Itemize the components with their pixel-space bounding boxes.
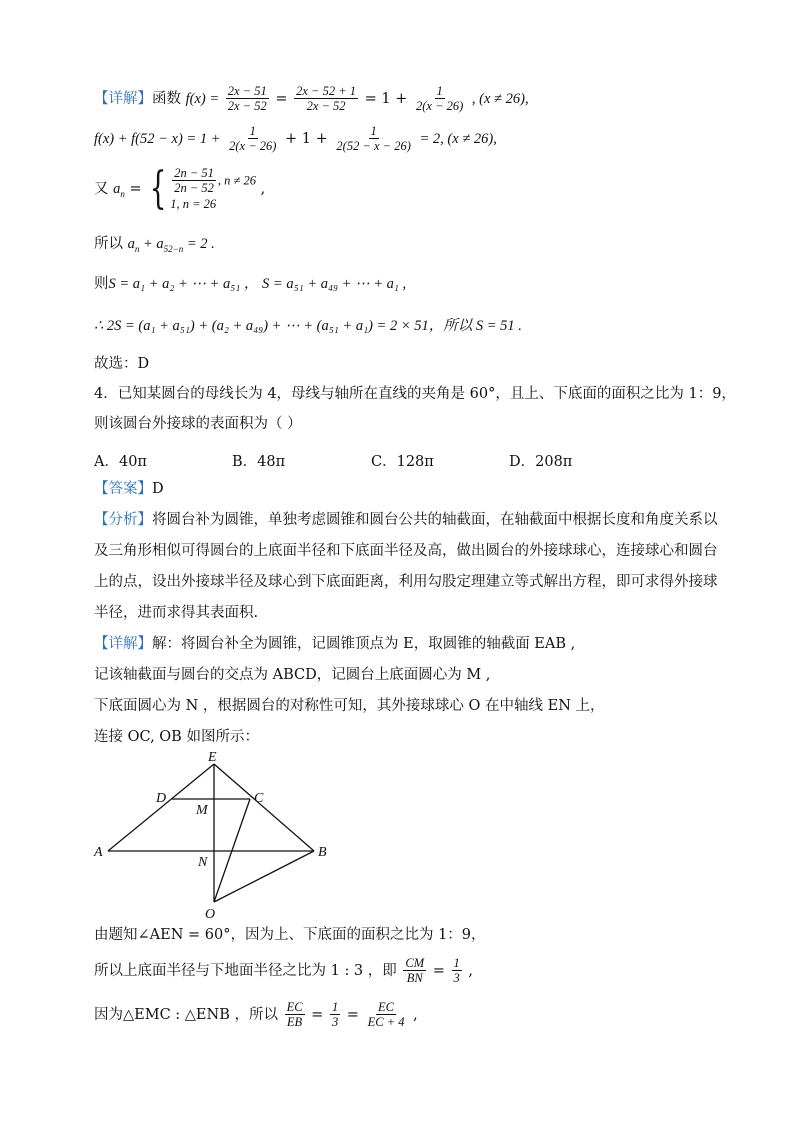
detail2-line-2: 记该轴截面与圆台的交点为 ABCD，记圆台上底面圆心为 M , <box>94 667 491 683</box>
formula-rhs: = 2, (x ≠ 26), <box>419 130 497 147</box>
fraction: $\frac{1}{2(x - 26)}$ <box>229 124 277 154</box>
after-line-1: 由题知∠AEN = 60°，因为上、下底面的面积之比为 1：9， <box>94 927 486 943</box>
s-definition-line: 则S = a₁ + a₂ + ⋯ + a₅₁ ， S = a₅₁ + a₄₉ + ⋯ + a₁ , <box>94 276 407 292</box>
analysis-line-2: 及三角形相似可得圆台的上底面半径和下底面半径及高，做出圆台的外接球球心，连接球心和圆台 <box>94 543 718 559</box>
equals: = <box>129 181 142 197</box>
fraction: $\frac{2x - 52 + 1}{2x - 52}$ <box>296 84 357 114</box>
equals: = <box>275 90 288 107</box>
detail2-line-3: 下底面圆心为 N ，根据圆台的对称性可知，其外接球球心 O 在中轴线 EN 上， <box>94 698 605 714</box>
analysis-line-4: 半径，进而求得其表面积. <box>94 605 259 621</box>
condition: , (x ≠ 26), <box>471 90 529 107</box>
text-you: 又 <box>94 181 109 197</box>
detail-tag-2: 【详解】 <box>94 636 152 652</box>
text-function: 函数 <box>152 90 181 107</box>
segment-EB <box>214 764 314 851</box>
option-a: A．40π <box>94 454 147 470</box>
equals-one-plus: = 1 + <box>364 90 408 107</box>
fraction: $\frac{1}{2(52 - x - 26)}$ <box>336 124 411 154</box>
detail-formula-line-1 <box>94 84 529 114</box>
option-d: D．208π <box>509 454 573 470</box>
analysis-line-3: 上的点，设出外接球半径及球心到下底面距离，利用勾股定理建立等式解出方程，即可求得外接球 <box>94 574 718 590</box>
label-D: D <box>156 791 167 806</box>
piecewise: { $\frac{2n - 51}{2n - 52}$ , n ≠ 26 1, n = 26 <box>149 163 257 214</box>
formula-fx: f(x) = <box>185 90 220 107</box>
after-line-3: 因为△EMC : △ENB ，所以 $\frac{EC}{EB}$ = $\frac{1}{3}$ = $\frac{EC}{EC + 4}$ , <box>94 1000 418 1030</box>
answer-line <box>94 481 164 498</box>
detail2-line-1: 【详解】解：将圆台补全为圆锥，记圆锥顶点为 E，取圆锥的轴截面 EAB , <box>94 636 576 652</box>
option-b: B．48π <box>232 454 286 470</box>
formula-lhs: f(x) + f(52 − x) = 1 + <box>94 130 221 147</box>
a-n: a <box>113 181 121 197</box>
choose-line: 故选：D <box>94 356 150 372</box>
label-N: N <box>198 855 208 870</box>
analysis-tag: 【分析】 <box>94 512 152 528</box>
detail-formula-line-2 <box>94 124 497 154</box>
analysis-line-1: 【分析】将圆台补为圆锥，单独考虑圆锥和圆台公共的轴截面，在轴截面中根据长度和角度关系以 <box>94 512 718 528</box>
label-B: B <box>318 845 327 860</box>
fraction: $\frac{2x - 51}{2x - 52}$ <box>227 84 267 114</box>
question-4-line-2: 则该圆台外接球的表面积为（ ） <box>94 416 302 432</box>
result-line: ∴ 2S = (a₁ + a₅₁) + (a₂ + a₄₉) + ⋯ + (a₅₁ + a₁) = 2 × 51，所以 S = 51 . <box>94 318 522 334</box>
answer-value: D <box>152 481 164 497</box>
detail-tag: 【详解】 <box>94 90 152 107</box>
label-C: C <box>254 791 264 806</box>
frustum-diagram <box>90 752 340 922</box>
piecewise-line: 又 $a_n$ = { $\frac{2n - 51}{2n - 52}$ , n ≠ 26 1, n = 26 , <box>94 163 266 214</box>
option-c: C．128π <box>371 454 434 470</box>
formula-mid: + 1 + <box>285 130 328 147</box>
comma: , <box>260 181 266 197</box>
label-E: E <box>208 752 217 765</box>
label-A: A <box>94 845 103 860</box>
answer-tag: 【答案】 <box>94 481 152 497</box>
question-4-line-1: 4．已知某圆台的母线长为 4，母线与轴所在直线的夹角是 60°，且上、下底面的面积之比为 1：9， <box>94 386 736 402</box>
label-M: M <box>196 803 208 818</box>
sum-line: 所以 $a_n + a_{52-n} = 2$ . <box>94 236 215 254</box>
fraction: $\frac{1}{2(x - 26)}$ <box>416 84 464 114</box>
detail2-line-4: 连接 OC, OB 如图所示： <box>94 729 259 745</box>
label-O: O <box>205 907 216 922</box>
after-line-2: 所以上底面半径与下地面半径之比为 1 : 3 ，即 $\frac{CM}{BN}$ = $\frac{1}{3}$ , <box>94 956 473 986</box>
